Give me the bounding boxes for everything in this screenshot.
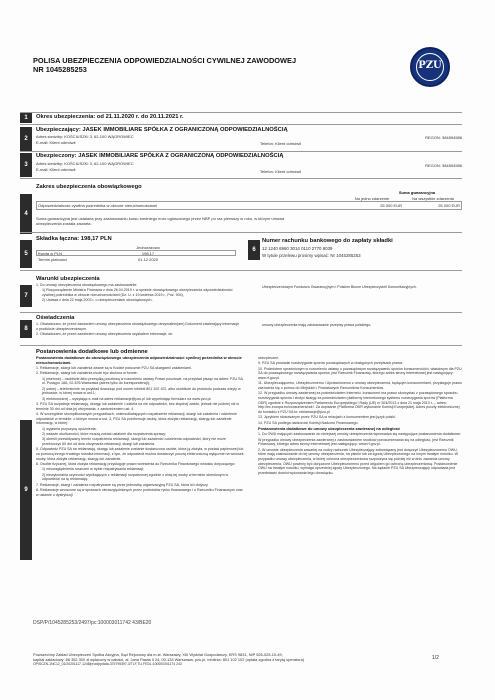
provision-line: 6. Osobie fizycznej, która złożyła reklamację przysługuje prawo wniesienia do Rzecznika Finansowego wniosku dotyczącego: — [36, 462, 236, 467]
footer-line: Powszechny Zakład Ubezpieczeń Spółka Akcyjna, Sąd Rejonowy dla m.st. Warszawy, XIII Wydział Gospodarczy, KRS 9831, NIP 526-025-10-49, — [33, 652, 283, 657]
pzu-logo-text: PZU — [418, 60, 442, 71]
provision-line: ubezpieczeń. — [258, 356, 280, 360]
sum-insured-note: Suma gwarancyjna jest ustalana przy zastosowaniu kursu średniego euro ogłoszonego przez NBP po raz pierwszy w roku, w którym umowa ubezpieczenia została zawarta. — [36, 216, 285, 227]
section-2-number: 2 — [20, 127, 32, 151]
provision-line: 10. Podmiotem uprawnionym w rozumieniu ustawy o pozasądowym rozwiązywaniu sporów konsumenckich, właściwym dla PZU SA do pozasądowego rozwiązywania sporów, jest Rzecznik Finansowy, którego adres strony internetowej jest następujący: www.rf.gov.pl. — [258, 366, 462, 380]
provision-line: 3) określi przewidywany termin rozpatrzenia reklamacji, skargi lub zażalenia i udzielenia odpowiedzi, który nie może przekroczyć 60 dni od dnia otrzymania reklamacji, skargi lub zażalenia. — [42, 437, 226, 447]
sum-all-events-value: 25 000 EUR — [438, 203, 460, 208]
policy-number: NR 1045285253 — [33, 65, 87, 74]
insurance-period: Okres ubezpieczenia: od 21.11.2020 r. do 20.11.2021 r. — [36, 114, 184, 120]
additional-provisions-right — [258, 356, 462, 476]
policyholder-regon: REGON: 384894586 — [425, 135, 462, 140]
conditions-left — [36, 283, 241, 304]
statements-heading: Oświadczenia — [36, 315, 75, 321]
section-8-number: 8 — [20, 320, 32, 338]
footer-line: kapitał zakładowy: 86 352 300 zł wpłacony w całości, al. Jana Pawła II 24, 00-133 Warszawa, pzu.pl, infolinia: 801 102 102 (opłata zgodna z taryfą operatora) — [33, 657, 305, 662]
provision-line: 8. Reklamacje wnoszone są w sprawach nieuwzględnionych przez podmiotów rynku finansowego i o Rzeczniku Finansowym oraz w ustawie o dystrybucji — [36, 488, 243, 497]
divider — [20, 270, 462, 271]
bank-account-heading: Numer rachunku bankowego do zapłaty składki — [262, 238, 393, 244]
premium-col-head: Jednorazowo — [136, 245, 160, 250]
section-9-number: 9 — [20, 420, 32, 560]
provision-line: 1. Reklamacje, skargi lub zażalenia zwane są w Kodzie potocznie PZU SA skargami/ zażaleniami. — [36, 365, 192, 370]
provision-line: W przypadku umowy ubezpieczenia zawieranej z zastosowaniem środków porozumiewania się na odległość, jest Rzecznik Finansowy, którego adres strony internetowej jest następujący: www.rf.gov.pl. — [258, 437, 454, 447]
premium-amount-value: 198,17 — [141, 251, 155, 256]
section-6-number: 6 — [248, 240, 260, 260]
statements-left — [36, 322, 241, 337]
section-1-number: 1 — [20, 113, 32, 123]
provision-line: 2) niewykonania czynności wynikających z reklamacji rozpatrzonej zgodnie z wolą tej osoby w terminie określonym w odpowiedzi na tę reklamację. — [42, 472, 229, 482]
statement-line: 1. Oświadczam, że przed zawarciem umowy ubezpieczenia obowiązkowego otrzymałem(am) Dokument zawierający informacje o produkcie ubezpieczeniowym. — [36, 322, 240, 331]
pzu-logo — [410, 47, 450, 87]
policy-title — [33, 56, 353, 74]
policyholder-phone: Telefon: Klient odmówił — [260, 141, 301, 146]
provision-line: 1) nieuwzględnienia roszczeń w trybie rozpatrywania reklamacji; — [42, 467, 145, 472]
section-5-number: 5 — [20, 240, 32, 268]
payment-date-value: 01.12.2020 — [137, 257, 159, 262]
provision-line: 12. W przypadku umowy zawieranej za pośrednictwem Internetu, konsument ma prawo skorzystać z pozasądowego sposobu rozstrzygania sporów i złożyć skargę za pośrednictwem platformy internetowego systemu rozstrzygania sporów (Platforma ODR) zgodnie z Rozporządzeniem Parlamentu Europejskiego i Rady (UE) nr 524/2013 z dnia 21 maja 2013 r. – adres: http://ec.europa.eu/consumers/odr/. Za dopisanie (Platforma ODR wykonanie Komisji Europejskiej. Adres poczty elektronicznej do kontaktu z PZU SA to: reklamacje@pzu.pl — [258, 391, 460, 414]
sum-per-event-value: 25 000 EUR — [380, 203, 402, 208]
policyholder-address: Adres siedziby: KOŚCIUSZKI 3, 62-100 WĄGROWIEC — [36, 134, 134, 139]
provision-line: 3. PZU SA rozpatruje reklamację, skargę lub zażalenie i udziela na nie odpowiedzi, bez zbędnej zwłoki, jednak nie później niż w terminie 30 dni od dnia jej otrzymania, z zastrzeżeniem ust. 4. — [36, 402, 239, 411]
insured-email: E-mail: Klient odmówił — [36, 167, 76, 172]
provision-line: 13. Językiem stosowanym przez PZU SA w relacjach z konsumentem jest język polski. — [258, 415, 396, 420]
provision-line: 1. Do OWU mających zastosowanie do niniejszej umowy ubezpieczenia wprowadza się następujące postanowienia dodatkowe: — [258, 432, 461, 437]
section-3-number: 3 — [20, 153, 32, 177]
divider — [20, 345, 462, 346]
provisions-subheading: Postanowienia dodatkowe do umowy ubezpieczenia zawieranej na odległość — [258, 426, 401, 432]
conditions-heading: Warunki ubezpieczenia — [36, 276, 100, 282]
policyholder-email: E-mail: Klient odmówił — [36, 140, 76, 145]
conditions-line: 1. Do umowy ubezpieczenia obowiązkowego ma zastosowanie: — [36, 283, 138, 287]
provisions-subheading: Postanowienia dodatkowe do obowiązkowego ubezpieczenia odpowiedzialności cywilnej pośrednika w obrocie nieruchomościami. — [36, 355, 242, 365]
provision-line: 4. W szczególnie skomplikowanych przypadkach, uniemożliwiających rozpatrzenie reklamacji, skargi lub zażalenia i udzielenie odpowiedzi w terminie, o którym mowa w ust. 3, PZU SA poinformuje osobę, która złożyła reklamację, skargę lub zażalenie informację, w której: — [36, 412, 237, 426]
divider — [20, 312, 462, 313]
section-4-number: 4 — [20, 194, 32, 234]
statements-right: umowy ubezpieczenia mają zastosowanie przepisy prawa polskiego. — [262, 323, 372, 327]
footer-line: OPISCZN-1NC12_01/20201117-1248/prod/ppdata-375795397-3/TLF,TLI,FEDL:100000301174 243 — [33, 662, 182, 666]
divider — [20, 232, 462, 233]
divider — [20, 178, 462, 179]
provision-line: 1) pisemnej – osobiście albo przesyłką pocztową w rozumieniu ustawy Prawo pocztowe, na przykład pisząc na adres: PZU SA ul. Postępu 18A, 02-676 Warszawa (adres tylko do korespondencji); — [42, 376, 243, 386]
provision-line: 11. Ubezpieczającemu, Ubezpieczonemu i Uprawnionemu z umowy ubezpieczenia, będącym konsumentami, przysługuje prawo zwrócenia się o pomoc do Miejskich i Powiatowych Rzeczników Konsumentów. — [258, 381, 462, 390]
statement-line: 2. Oświadczam, że przed zawarciem umowy ubezpieczenia uzyskałem informacje, do — [36, 331, 173, 336]
provision-line: 7. Reklamacje, skargi i zażalenia rozpatrywane są przez jednostkę organizacyjną PZU SA, która ich dotyczy. — [36, 482, 209, 487]
policyholder-heading: Ubezpieczający: JASEK IMMOBILIARE SPÓŁKA Z OGRANICZONĄ ODPOWIEDZIALNOŚCIĄ — [36, 127, 288, 133]
divider — [20, 124, 462, 125]
sum-col-all-events: Na wszystkie zdarzenia — [412, 196, 454, 201]
bank-account-number: 12 1240 6960 3014 0110 2770 9039 — [262, 246, 333, 251]
conditions-line: 2) Ustawa z dnia 22 maja 2003 r. o ubezpieczeniach obowiązkowych, — [42, 298, 153, 303]
premium-heading: Składka łączna: 198,17 PLN — [36, 236, 112, 242]
insured-heading: Ubezpieczony: JASEK IMMOBILIARE SPÓŁKA Z OGRANICZONĄ ODPOWIEDZIALNOŚCIĄ — [36, 153, 284, 159]
sum-col-per-event: Na jedno zdarzenie — [354, 196, 390, 201]
premium-amount-label: Kwota w PLN — [38, 251, 63, 256]
additional-provisions-left — [36, 356, 244, 498]
provision-line: 2. W umowie ubezpieczenia zawartej na cudzy rachunek Ubezpieczający zobowiązany jest doręczyć Ubezpieczonemu OWU, które mają zastosowanie do tej umowy ubezpieczenia, na piśmie lub za zgodą Ubezpieczonego na innym trwałym nośniku. W przypadku umowy ubezpieczenia, w której ochrona ubezpieczeniowa rozpoczyna się później niż w dniu zawarcia umowy ubezpieczenia, OWU powinny być doręczone Ubezpieczonemu przed objęciem go ochroną ubezpieczeniową. Postanowienie OWU na trwałym nośniku, wymaga uprzedniej zgody Ubezpieczonego. Na żądanie PZU SA Ubezpieczający odpowiada jest przedstawić dowód wykonania tego obowiązku. — [258, 447, 458, 475]
provision-line: 9. PZU SA prowadzi rozstrzyganie sporów pozasądowych w dostępnych przepisach prawa. — [258, 361, 404, 366]
divider — [20, 151, 462, 152]
provision-line: 1) wyjaśnia przyczynę opóźnienia; — [42, 426, 97, 431]
provision-line: 2. Reklamacje, skargi lub zażalenia może być złożona w formie: — [36, 371, 138, 376]
document-reference: DSP/P/1045285253/2497/pc:100003011742 43/BE20 — [33, 620, 152, 626]
insured-phone: Telefon: Klient odmówił — [260, 169, 301, 174]
divider — [20, 112, 462, 113]
transfer-title-line: W tytule przelewu prosimy wpisać: Nr 1045285253 — [262, 253, 361, 258]
provision-line: 3) elektronicznej – wysyłając e-mail na adres reklamacje@pzu.pl lub wypełniając formularz na www.pzu.pl. — [42, 396, 212, 401]
scope-row-label: Odpowiedzialność cywilna pośrednika w obrocie nieruchomościami — [38, 203, 157, 208]
provision-line: 5. Odpowiedź PZU SA na reklamację, skargę lub zażalenie zostanie dostarczona osobie, która ją złożyła, w postaci papierowej lub za pomocą innego trwałego nośnika informacji, z tym, że odpowiedź można dostarczyć pocztą elektroniczną wyłącznie na wniosek osoby, która złożyła reklamację, skargę lub zażalenie. — [36, 447, 244, 461]
provision-line: 14. PZU SA podlega nadzorowi Komisji Nadzoru Finansowego. — [258, 420, 359, 425]
conditions-right: Ubezpieczeniowym Funduszu Gwarancyjnym i Polskim Biurze Ubezpieczycieli Komunikacyjnych. — [262, 285, 417, 289]
payment-date-label: Termin płatności — [38, 257, 67, 262]
mandatory-scope-heading: Zakres ubezpieczenia obowiązkowego — [36, 184, 142, 190]
insured-regon: REGON: 384894586 — [425, 163, 462, 168]
sum-insured-heading: Suma gwarancyjna — [398, 190, 436, 195]
policy-title-text: POLISA UBEZPIECZENIA ODPOWIEDZIALNOŚCI CYWILNEJ ZAWODOWEJ — [33, 56, 297, 65]
company-footer — [33, 652, 463, 667]
provision-line: 2) ustnej – telefonicznie na przykład dzwoniąc pod numer infolinii 801 102 102, albo osobiście do protokołu podczas wizyty w jednostce, w której mowa w ust.1; — [42, 386, 241, 396]
additional-provisions-heading: Postanowienia dodatkowe lub odmienne — [36, 349, 148, 355]
insured-address: Adres siedziby: KOŚCIUSZKI 3, 62-100 WĄGROWIEC — [36, 161, 134, 166]
page-number: 1/2 — [432, 655, 439, 661]
conditions-line: 1) Rozporządzenie Ministra Finansów z dnia 26.04.2019 r. w sprawie obowiązkowego ubezpieczenia odpowiedzialności cywilnej pośrednika w obrocie nieruchomościami (Dz. U. z 19 kwietnia 2019 r., Poz. 904), — [42, 288, 233, 297]
provision-line: 2) wskaże okoliczności, które muszą zostać ustalone dla rozpatrzenia sprawy; — [42, 432, 167, 437]
section-7-number: 7 — [20, 285, 32, 307]
